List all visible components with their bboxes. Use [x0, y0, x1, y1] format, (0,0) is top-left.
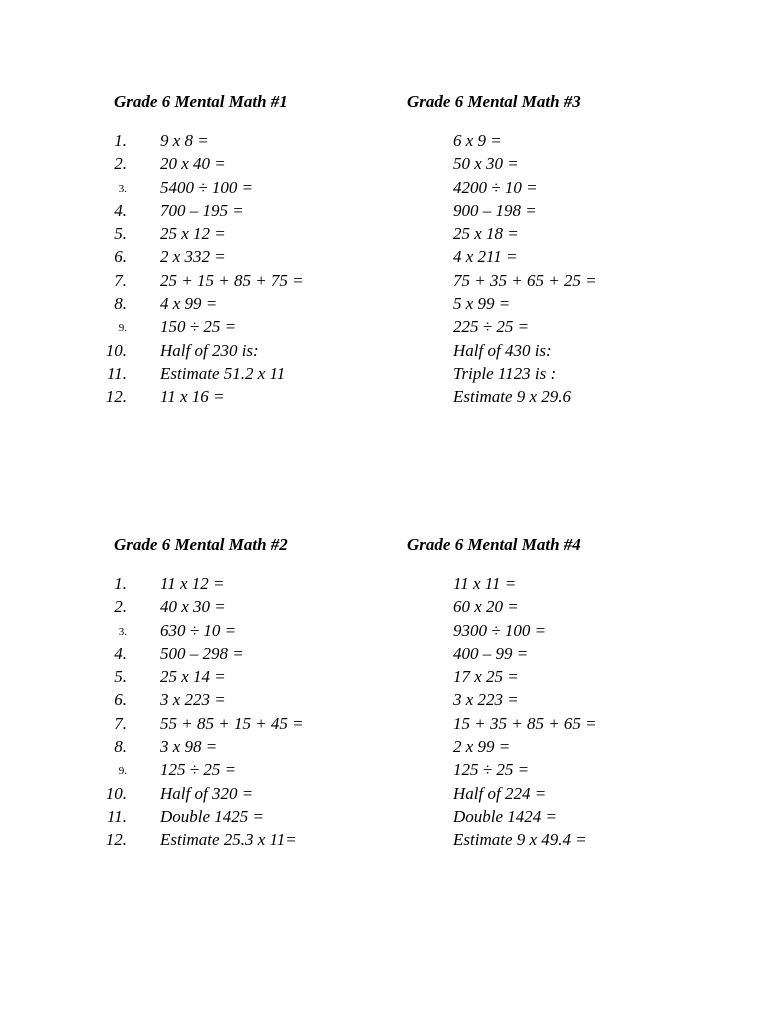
problem-expression: 500 – 298 = [160, 643, 244, 663]
problem-expression: 125 ÷ 25 = [160, 760, 237, 780]
problem-expression: 5 x 99 = [453, 294, 511, 314]
problem-expression: 630 ÷ 10 = [160, 620, 237, 640]
problem-number: 11. [107, 363, 127, 383]
problem-number: 1. [114, 574, 127, 593]
problem-number: 8. [114, 294, 127, 314]
problem-expression: 25 x 12 = [160, 224, 226, 244]
quiz-title: Grade 6 Mental Math #1 [114, 92, 288, 111]
problem-expression: 20 x 40 = [160, 154, 226, 174]
problem-expression: Estimate 51.2 x 11 [160, 363, 286, 383]
problem-number: 9. [118, 322, 127, 335]
problem-expression: 60 x 20 = [453, 597, 519, 617]
problem-expression: 40 x 30 = [160, 597, 226, 617]
quiz-1-block [114, 92, 444, 407]
problem-expression: 15 + 35 + 85 + 65 = [453, 713, 597, 733]
problem-number: 8. [114, 737, 127, 757]
problem-expression: 4 x 99 = [160, 294, 218, 314]
problem-expression: 50 x 30 = [453, 154, 519, 174]
problem-expression: 900 – 198 = [453, 200, 537, 220]
problem-number: 5. [114, 224, 127, 244]
problem-expression: 225 ÷ 25 = [453, 317, 530, 337]
problem-number: 1. [114, 131, 127, 150]
problem-expression: 9 x 8 = [160, 131, 209, 150]
problem-number: 9. [118, 765, 127, 778]
problem-expression: 4200 ÷ 10 = [453, 177, 538, 197]
problem-expression: Double 1424 = [453, 806, 558, 826]
problem-expression: Half of 230 is: [160, 340, 259, 360]
quiz-title: Grade 6 Mental Math #3 [407, 92, 581, 111]
problem-number: 4. [114, 643, 127, 663]
problem-number: 12. [105, 830, 127, 850]
problem-number: 3. [118, 182, 127, 195]
problem-expression: 400 – 99 = [453, 643, 529, 663]
problem-expression: 4 x 211 = [453, 247, 518, 267]
problem-number: 7. [114, 270, 127, 290]
problem-expression: 25 x 18 = [453, 224, 519, 244]
problem-expression: 75 + 35 + 65 + 25 = [453, 270, 597, 290]
problem-number: 6. [114, 247, 127, 267]
problem-expression: 6 x 9 = [453, 131, 502, 150]
problem-expression: 150 ÷ 25 = [160, 317, 237, 337]
problem-number: 6. [114, 690, 127, 710]
problem-number: 3. [118, 625, 127, 638]
problem-expression: 2 x 99 = [453, 737, 511, 757]
problem-expression: Half of 224 = [453, 783, 547, 803]
problem-expression: 11 x 12 = [160, 574, 225, 593]
problem-expression: Triple 1123 is : [453, 363, 557, 383]
quiz-2-block [114, 535, 444, 850]
problem-expression: 700 – 195 = [160, 200, 244, 220]
problem-expression: 125 ÷ 25 = [453, 760, 530, 780]
problem-number: 2. [114, 597, 127, 617]
problem-expression: Half of 430 is: [453, 340, 552, 360]
problem-expression: 55 + 85 + 15 + 45 = [160, 713, 304, 733]
problem-expression: 3 x 98 = [160, 737, 218, 757]
problem-expression: Estimate 25.3 x 11= [160, 830, 297, 850]
problem-expression: 9300 ÷ 100 = [453, 620, 547, 640]
problem-expression: 11 x 16 = [160, 387, 225, 407]
problem-number: 5. [114, 667, 127, 687]
problem-number: 7. [114, 713, 127, 733]
problem-expression: Estimate 9 x 49.4 = [453, 830, 587, 850]
problem-expression: Half of 320 = [160, 783, 254, 803]
problem-expression: 17 x 25 = [453, 667, 519, 687]
problem-expression: 3 x 223 = [160, 690, 226, 710]
problem-expression: 5400 ÷ 100 = [160, 177, 254, 197]
quiz-title: Grade 6 Mental Math #4 [407, 535, 581, 554]
problem-expression: 11 x 11 = [453, 574, 517, 593]
problem-number: 12. [105, 387, 127, 407]
problem-number: 4. [114, 200, 127, 220]
problem-expression: 25 + 15 + 85 + 75 = [160, 270, 304, 290]
problem-expression: 2 x 332 = [160, 247, 226, 267]
problem-number: 10. [105, 340, 127, 360]
quiz-title: Grade 6 Mental Math #2 [114, 535, 288, 554]
problem-expression: 3 x 223 = [453, 690, 519, 710]
problem-expression: 25 x 14 = [160, 667, 226, 687]
problem-number: 10. [105, 783, 127, 803]
problem-number: 2. [114, 154, 127, 174]
problem-number: 11. [107, 806, 127, 826]
problem-expression: Double 1425 = [160, 806, 265, 826]
problem-expression: Estimate 9 x 29.6 [453, 387, 572, 407]
